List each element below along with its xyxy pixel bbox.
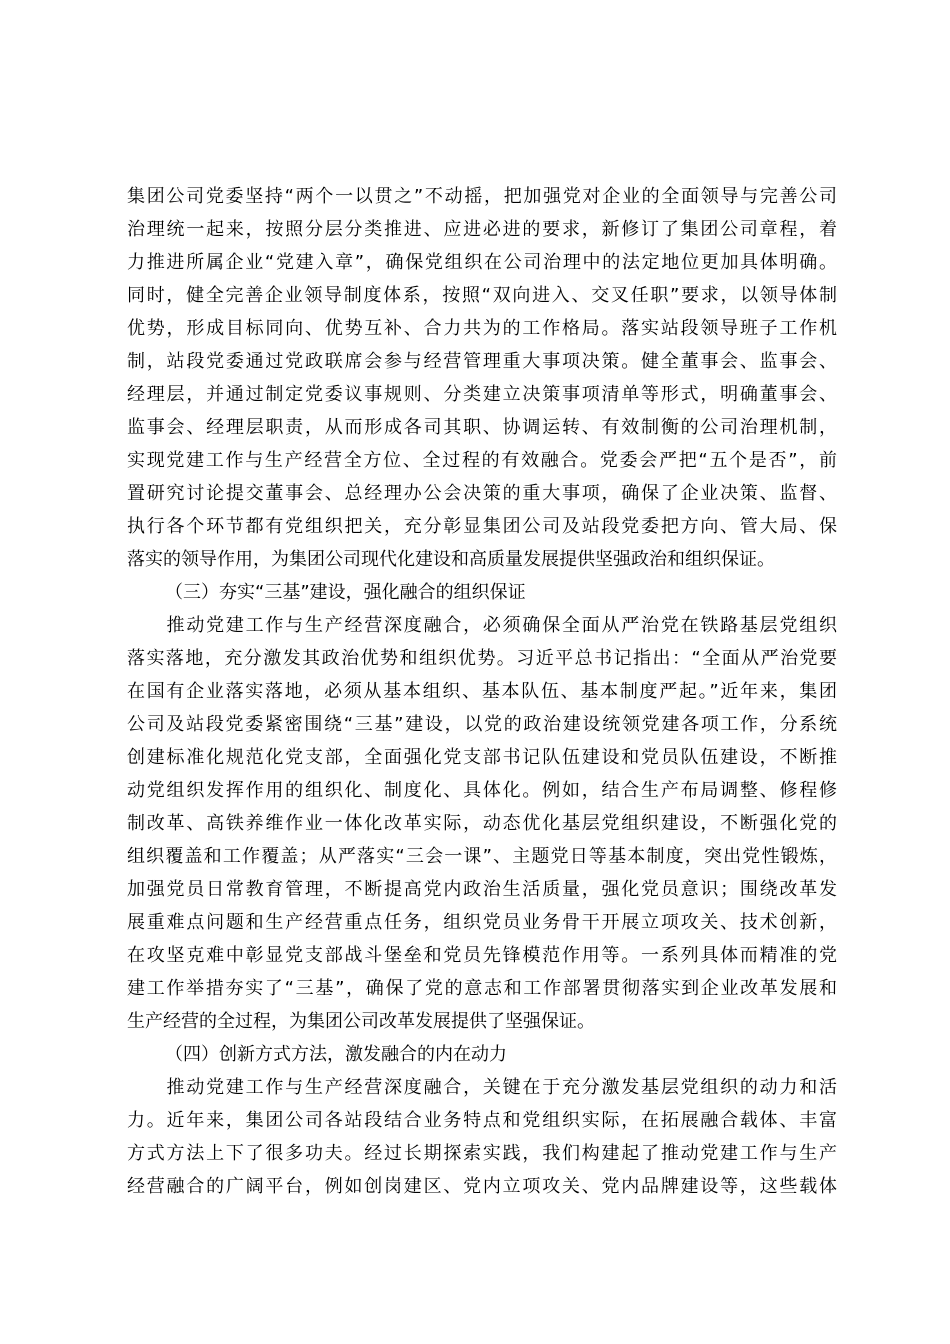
text-line: 执行各个环节都有党组织把关，充分彰显集团公司及站段党委把方向、管大局、保 — [127, 516, 837, 537]
text-line: 集团公司党委坚持“两个一以贯之”不动摇，把加强党对企业的全面领导与完善公司 — [127, 186, 837, 207]
text-line: 组织覆盖和工作覆盖；从严落实“三会一课”、主题党日等基本制度，突出党性锻炼， — [127, 846, 837, 867]
text-line: 经理层，并通过制定党委议事规则、分类建立决策事项清单等形式，明确董事会、 — [127, 384, 837, 405]
section-heading-three — [127, 576, 837, 609]
text-line: 制改革、高铁养维作业一体化改革实际，动态优化基层党组织建设，不断强化党的 — [127, 813, 837, 834]
text-line: 公司及站段党委紧密围绕“三基”建设，以党的政治建设统领党建各项工作，分系统 — [127, 714, 837, 735]
text-line: 置研究讨论提交董事会、总经理办公会决策的重大事项，确保了企业决策、监督、 — [127, 483, 837, 504]
text-line: 同时，健全完善企业领导制度体系，按照“双向进入、交叉任职”要求，以领导体制 — [127, 285, 837, 306]
text-line: 生产经营的全过程，为集团公司改革发展提供了坚强保证。 — [127, 1011, 595, 1032]
text-line: 力推进所属企业“党建入章”，确保党组织在公司治理中的法定地位更加具体明确。 — [127, 252, 837, 273]
text-line: 监事会、经理层职责，从而形成各司其职、协调运转、有效制衡的公司治理机制， — [127, 417, 837, 438]
text-line: 方式方法上下了很多功夫。经过长期探索实践，我们构建起了推动党建工作与生产 — [127, 1143, 837, 1164]
text-line: 力。近年来，集团公司各站段结合业务特点和党组织实际，在拓展融合载体、丰富 — [127, 1110, 837, 1131]
text-line: 实现党建工作与生产经营全方位、全过程的有效融合。党委会严把“五个是否”，前 — [127, 450, 837, 471]
text-line: 推动党建工作与生产经营深度融合，必须确保全面从严治党在铁路基层党组织 — [127, 615, 837, 636]
text-line: 建工作举措夯实了“三基”，确保了党的意志和工作部署贯彻落实到企业改革发展和 — [127, 978, 837, 999]
heading-line: （四）创新方式方法，激发融合的内在动力 — [165, 1044, 507, 1065]
document-page — [127, 180, 837, 1203]
paragraph-governance — [127, 180, 837, 576]
text-line: 动党组织发挥作用的组织化、制度化、具体化。例如，结合生产布局调整、修程修 — [127, 780, 837, 801]
text-line: 优势，形成目标同向、优势互补、合力共为的工作格局。落实站段领导班子工作机 — [127, 318, 837, 339]
heading-line: （三）夯实“三基”建设，强化融合的组织保证 — [165, 582, 526, 603]
text-line: 经营融合的广阔平台，例如创岗建区、党内立项攻关、党内品牌建设等，这些载体 — [127, 1176, 837, 1197]
text-line: 展重难点问题和生产经营重点任务，组织党员业务骨干开展立项攻关、技术创新， — [127, 912, 837, 933]
section-heading-four — [127, 1038, 837, 1071]
text-line: 治理统一起来，按照分层分类推进、应进必进的要求，新修订了集团公司章程，着 — [127, 219, 837, 240]
text-line: 推动党建工作与生产经营深度融合，关键在于充分激发基层党组织的动力和活 — [127, 1077, 837, 1098]
paragraph-three-basics — [127, 609, 837, 1038]
text-line: 制，站段党委通过党政联席会参与经营管理重大事项决策。健全董事会、监事会、 — [127, 351, 837, 372]
text-line: 加强党员日常教育管理，不断提高党内政治生活质量，强化党员意识；围绕改革发 — [127, 879, 837, 900]
paragraph-innovation — [127, 1071, 837, 1203]
text-line: 创建标准化规范化党支部，全面强化党支部书记队伍建设和党员队伍建设，不断推 — [127, 747, 837, 768]
text-line: 在攻坚克难中彰显党支部战斗堡垒和党员先锋模范作用等。一系列具体而精准的党 — [127, 945, 837, 966]
text-line: 落实的领导作用，为集团公司现代化建设和高质量发展提供坚强政治和组织保证。 — [127, 549, 775, 570]
text-line: 落实落地，充分激发其政治优势和组织优势。习近平总书记指出：“全面从严治党要 — [127, 648, 837, 669]
text-line: 在国有企业落实落地，必须从基本组织、基本队伍、基本制度严起。”近年来，集团 — [127, 681, 837, 702]
